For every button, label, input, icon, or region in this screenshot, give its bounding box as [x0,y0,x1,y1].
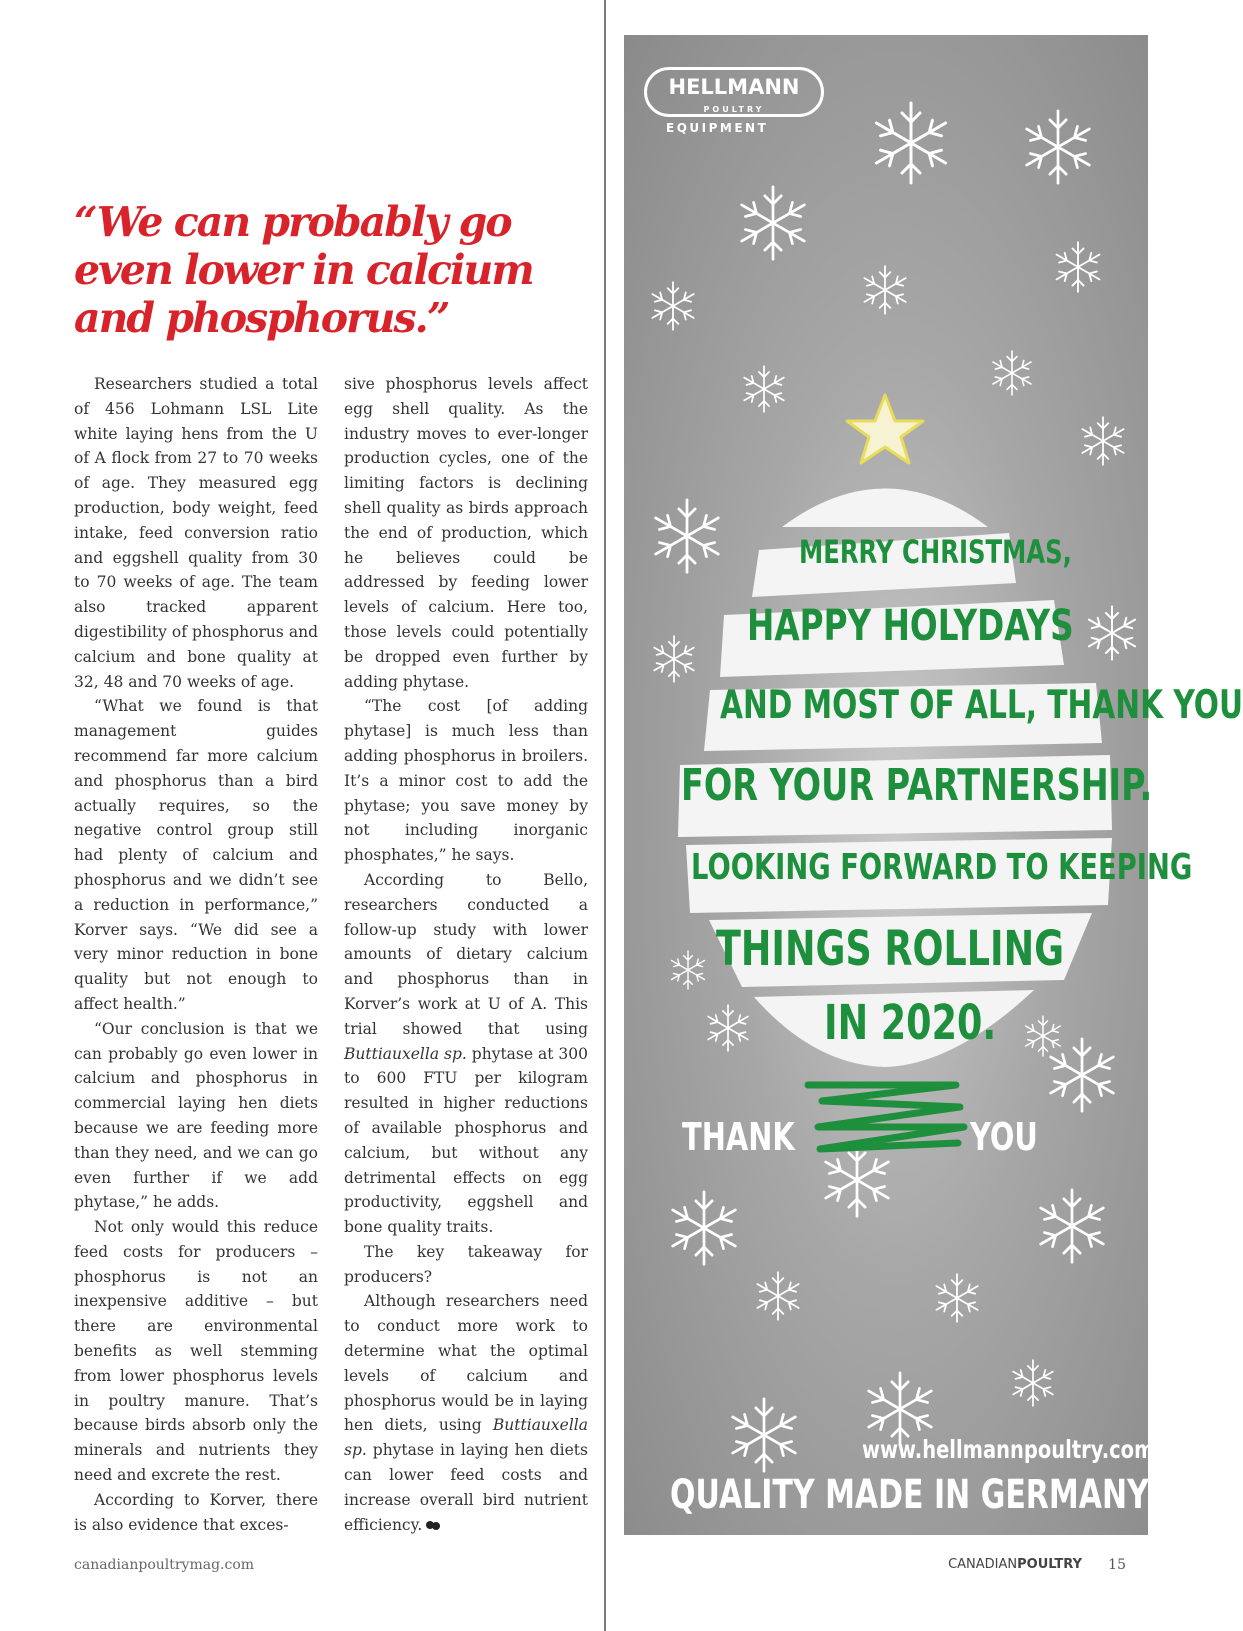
article-paragraph: The key takeaway for producers? [344,1242,588,1286]
species-name: Buttiauxella sp. [344,1044,467,1063]
ad-line-merry-christmas: MERRY CHRISTMAS, [799,533,1072,571]
ad-tagline: QUALITY MADE IN GERMANY [670,1472,1149,1518]
text-run: phytase in laying hen diets can lower feed costs and increase overall bird nutrient efficiency. [344,1441,588,1534]
page-number: 15 [1108,1557,1126,1573]
article-paragraph: Researchers studied a total of 456 Lohmann LSL Lite white laying hens from the U of A flock from 27 to 70 weeks of age. They measured egg production, body weight, feed intake, feed conversion ratio and eggshell quality from 30 to 70 weeks of age. The team also tracked apparent digestibility of phosphorus and calcium and bone quality at 32, 48 and 70 weeks of age. [74,375,318,691]
article-paragraph: “What we found is that management guides recommend far more calcium and phosphorus than a bird actually requires, so the negative control group still had plenty of calcium and phosphorus and we didn’t see a reduction in performance,” Korver says. “We did see a very minor reduction in bone quality but not enough to affect health.” [74,697,318,1013]
ad-line-year: IN 2020. [824,995,997,1051]
logo-subtitle-2: EQUIPMENT [666,121,769,135]
text-run: phytase at 300 to 600 FTU per kilogram resulted in higher reductions of available phosphorus and calcium, but without any detrimental effects on egg productivity, eggshell and bone quality traits. [344,1044,589,1237]
text-run: According to Bello, researchers conducted a follow-up study with lower amounts of dietary calcium and phosphorus than in Korver’s work at U of A. This trial showed that using [344,870,588,1038]
article-paragraph: “Our conclusion is that we can probably go even lower in calcium and phosphorus in commercial laying hen diets because we are feeding more than they need, and we can go even further if we add phytase,” he adds. [74,1019,318,1212]
brand-bold: POULTRY [1017,1557,1082,1572]
article-paragraph [344,1289,588,1537]
brand-light: CANADIAN [948,1557,1018,1572]
column-divider [604,0,606,1631]
article-paragraph: According to Korver, there is also evidence that exces- [74,1490,318,1534]
advertisement[interactable] [624,35,1243,1535]
footer-site-url[interactable]: canadianpoultrymag.com [74,1557,255,1573]
species-name: Buttiauxella sp. [344,1416,588,1460]
green-spring [808,1085,964,1149]
footer-brand [948,1557,1082,1572]
article-paragraph: “The cost [of adding phytase] is much less than adding phosphorus in broilers. It’s a minor cost to add the phytase; you save money by not including inorganic phosphates,” he says. [344,697,588,865]
end-mark-icon [426,1519,440,1531]
star-icon [847,395,923,463]
article-paragraph: sive phosphorus levels affect egg shell quality. As the industry moves to ever-longer production cycles, one of the limiting factors is declining shell quality as birds approach the end of production, which he believes could be addressed by feeding lower levels of calcium. Here too, those levels could potentially be dropped even further by adding phytase. [344,375,588,691]
logo-subtitle: POULTRY [703,105,765,114]
article-column-1 [74,372,318,1537]
ad-line-things-rolling: THINGS ROLLING [716,921,1065,977]
ad-line-partnership: FOR YOUR PARTNERSHIP. [681,760,1153,811]
ad-thank: THANK [682,1115,795,1159]
ad-line-looking-forward: LOOKING FORWARD TO KEEPING [691,847,1193,888]
text-run: Although researchers need to conduct more work to determine what the optimal levels of calcium and phosphorus would be in laying hen diets, using [344,1292,588,1435]
pull-quote: “We can probably go even lower in calcium and phosphorus.” [74,198,533,342]
article-paragraph [344,868,588,1240]
logo-name: HELLMANN [668,75,800,99]
ad-line-thank-you: AND MOST OF ALL, THANK YOU [720,683,1243,728]
article-column-2 [344,372,588,1537]
ad-you: YOU [970,1115,1038,1159]
ad-website-link[interactable]: www.hellmannpoultry.com [862,1435,1155,1464]
article-paragraph: Not only would this reduce feed costs for producers – phosphorus is not an inexpensive additive – but there are environmental benefits as well stemming from lower phosphorus levels in poultry manure. That’s because birds absorb only the minerals and nutrients they need and excrete the rest. [74,1218,318,1485]
ad-line-happy-holydays: HAPPY HOLYDAYS [747,601,1074,651]
